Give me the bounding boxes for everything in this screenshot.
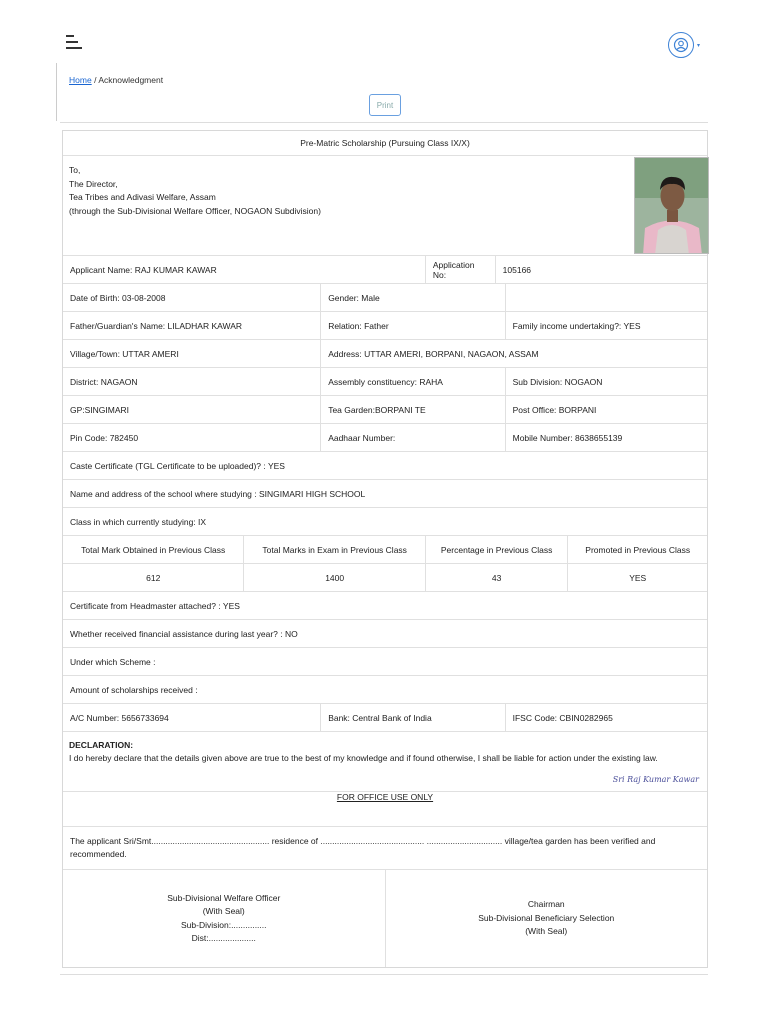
- addressee-block: [63, 156, 707, 256]
- school-name: Name and address of the school where studying : SINGIMARI HIGH SCHOOL: [70, 488, 366, 499]
- to-line: To,: [69, 165, 81, 175]
- current-class: Class in which currently studying: IX: [70, 516, 207, 527]
- to-line: The Director,: [69, 178, 118, 189]
- aadhaar-number: Aadhaar Number:: [321, 424, 505, 451]
- assembly-constituency: Assembly constituency: RAHA: [321, 368, 505, 395]
- date-of-birth: Date of Birth: 03-08-2008: [63, 284, 321, 311]
- financial-assistance: Whether received financial assistance during last year? : NO: [70, 628, 298, 639]
- sign-line: (With Seal): [525, 926, 568, 937]
- empty-cell: [506, 284, 707, 311]
- declaration-text: I do hereby declare that the details given above are true to the best of my knowledge and if found otherwise, I shall be liable for action under the existing law.: [69, 753, 658, 763]
- acknowledgment-form: [62, 130, 708, 968]
- applicant-name: Applicant Name: RAJ KUMAR KAWAR: [63, 256, 426, 283]
- to-line: Tea Tribes and Adivasi Welfare, Assam: [69, 192, 216, 202]
- office-verification-text: The applicant Sri/Smt.................................................. residence of ............................................ ................................ village/tea garden has been verified and recommended.: [63, 827, 707, 870]
- district: District: NAGAON: [63, 368, 321, 395]
- divider: [56, 63, 57, 121]
- marks-header: Promoted in Previous Class: [585, 544, 691, 555]
- tea-garden: Tea Garden:BORPANI TE: [321, 396, 505, 423]
- sub-division: Sub Division: NOGAON: [512, 376, 603, 387]
- office-use-title: FOR OFFICE USE ONLY: [336, 792, 434, 802]
- marks-value: 43: [426, 564, 569, 591]
- ifsc-code: IFSC Code: CBIN0282965: [512, 712, 613, 723]
- post-office: Post Office: BORPANI: [512, 404, 597, 415]
- breadcrumb-home-link[interactable]: Home: [69, 75, 92, 85]
- print-button[interactable]: Print: [369, 94, 401, 116]
- mobile-number: Mobile Number: 8638655139: [512, 432, 623, 443]
- caste-certificate: Caste Certificate (TGL Certificate to be uploaded)? : YES: [70, 460, 285, 471]
- marks-value: YES: [629, 572, 647, 583]
- user-circle-icon: [673, 37, 689, 53]
- father-name: Father/Guardian's Name: LILADHAR KAWAR: [63, 312, 321, 339]
- headmaster-certificate: Certificate from Headmaster attached? : YES: [70, 600, 240, 611]
- marks-header: Percentage in Previous Class: [426, 536, 569, 563]
- sdwo-signature-block: [63, 870, 386, 967]
- scholarship-amount: Amount of scholarships received :: [70, 684, 198, 695]
- declaration-title: DECLARATION:: [69, 740, 134, 750]
- form-title: Pre-Matric Scholarship (Pursuing Class IX/X): [63, 131, 707, 156]
- marks-value: 1400: [244, 564, 425, 591]
- sign-line: Dist:....................: [191, 933, 256, 943]
- village: Village/Town: UTTAR AMERI: [63, 340, 321, 367]
- application-no-value: 105166: [502, 264, 532, 275]
- divider: [60, 974, 708, 975]
- gender: Gender: Male: [321, 284, 505, 311]
- marks-header: Total Marks in Exam in Previous Class: [244, 536, 425, 563]
- scheme: Under which Scheme :: [70, 656, 156, 667]
- hamburger-menu-icon[interactable]: [66, 33, 82, 51]
- marks-value: 612: [63, 564, 244, 591]
- applicant-photo: [634, 157, 709, 254]
- breadcrumb-current: Acknowledgment: [98, 75, 164, 85]
- divider: [60, 122, 708, 123]
- application-no-label: Application No:: [426, 256, 496, 283]
- office-use-heading: [63, 792, 707, 827]
- breadcrumb-separator: /: [94, 75, 97, 85]
- gram-panchayat: GP:SINGIMARI: [63, 396, 321, 423]
- applicant-signature: Sri Raj Kumar Kawar: [612, 775, 699, 784]
- marks-header: Total Mark Obtained in Previous Class: [63, 536, 244, 563]
- sign-line: Sub-Divisional Beneficiary Selection: [478, 912, 615, 923]
- bank-name: Bank: Central Bank of India: [321, 704, 505, 731]
- family-income: Family income undertaking?: YES: [512, 320, 641, 331]
- chairman-signature-block: [386, 870, 708, 967]
- relation: Relation: Father: [321, 312, 505, 339]
- marks-header-row: [63, 536, 707, 564]
- to-line: (through the Sub-Divisional Welfare Officer, NOGAON Subdivision): [69, 205, 321, 216]
- sign-line: Chairman: [527, 899, 565, 910]
- sign-line: (With Seal): [202, 906, 245, 916]
- marks-value-row: [63, 564, 707, 592]
- breadcrumb: [69, 75, 163, 85]
- chevron-down-icon[interactable]: ▾: [697, 43, 701, 49]
- signature-row: [63, 870, 707, 967]
- address: Address: UTTAR AMERI, BORPANI, NAGAON, ASSAM: [328, 348, 539, 359]
- sign-line: Sub-Division:...............: [181, 919, 267, 930]
- user-menu-button[interactable]: [668, 32, 694, 58]
- account-number: A/C Number: 5656733694: [63, 704, 321, 731]
- pin-code: Pin Code: 782450: [63, 424, 321, 451]
- declaration: [63, 732, 707, 792]
- sign-line: Sub-Divisional Welfare Officer: [167, 892, 281, 903]
